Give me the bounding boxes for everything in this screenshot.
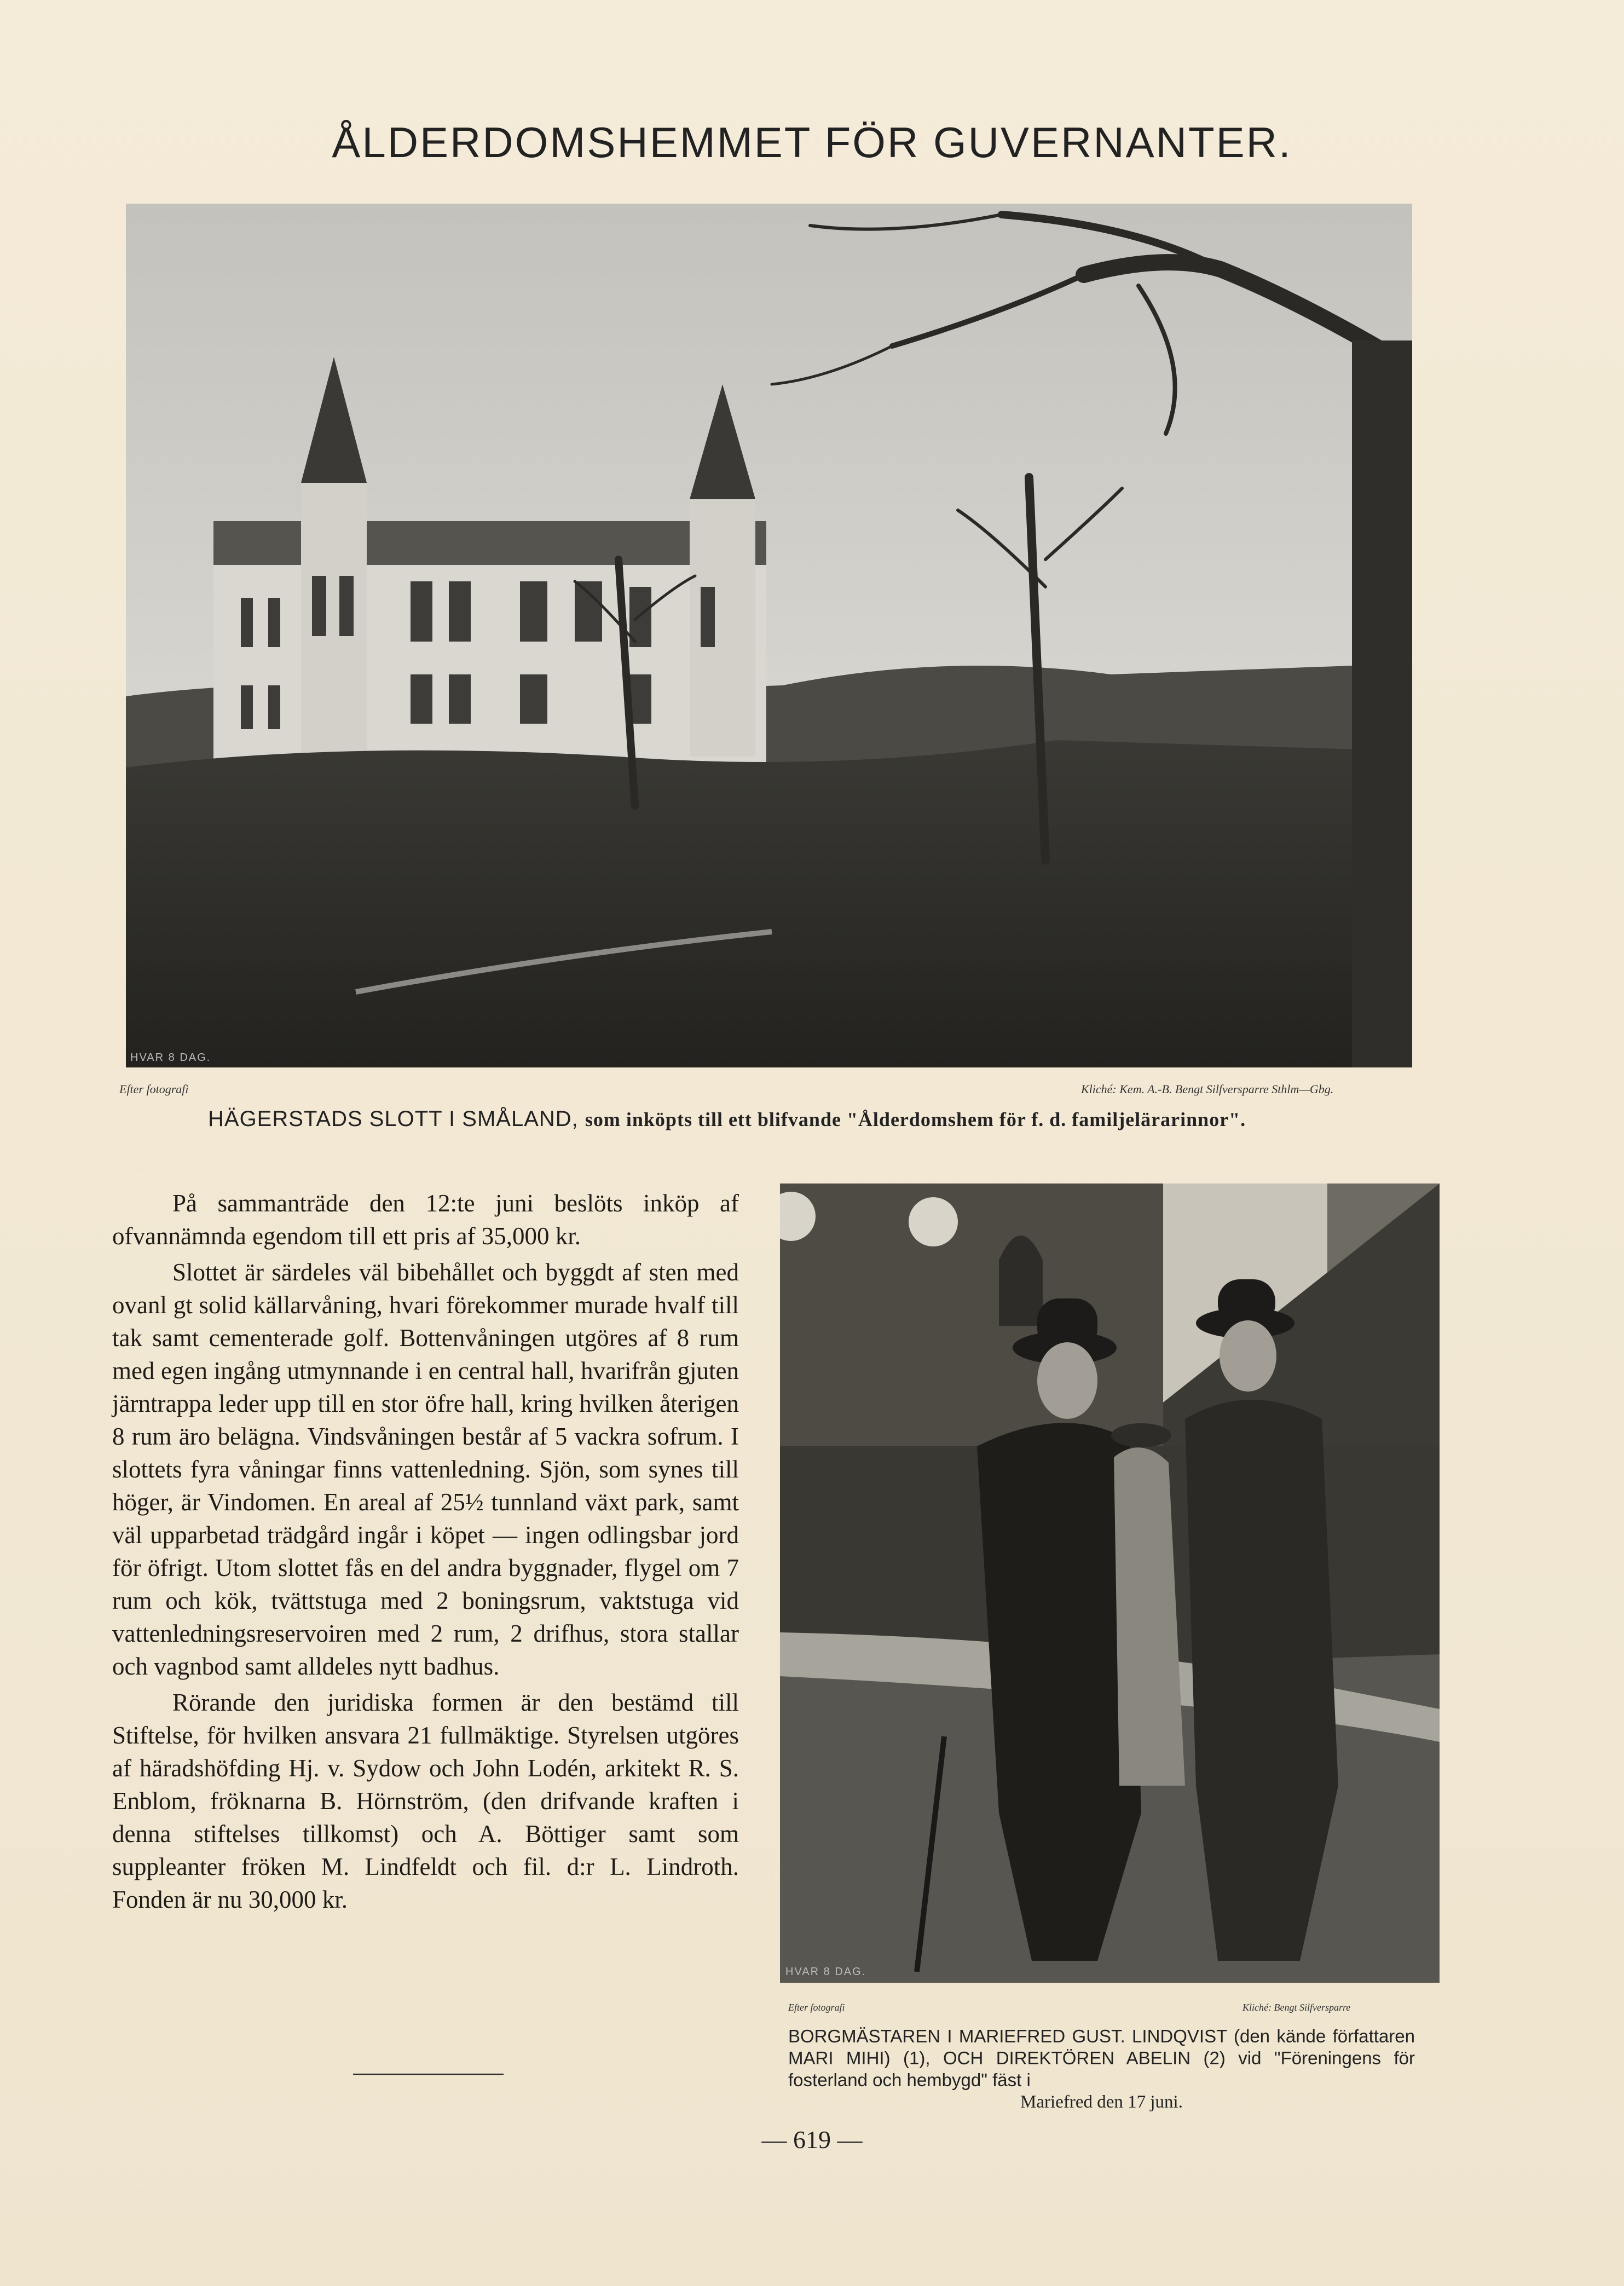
article-paragraph-1: På sammanträde den 12:te juni beslöts inköp af ofvannämnda egendom till ett pris af 35,000 kr. <box>112 1190 739 1250</box>
photo-credit-left: Efter fotografi <box>119 1082 189 1096</box>
end-rule <box>353 2074 504 2075</box>
photo-credit-right: Kliché: Bengt Silfversparre <box>1242 2002 1351 2013</box>
article-paragraph-3: Rörande den juridiska formen är den bestämd till Stiftelse, för hvilken ansvara 21 fullmäktige. Styrelsen utgöres af häradshöfding Hj. v. Sydow och John Lodén, arkitekt R. S. Enblom, fröknarna B. Hörnström, (den drifvande kraften i denna stiftelses tillkomst) och A. Böttiger samt som suppleanter fröken M. Lindfeldt och fil. d:r L. Lindroth. Fonden är nu 30,000 kr. <box>112 1689 739 1913</box>
article-paragraph-2: Slottet är särdeles väl bibehållet och byggdt af sten med ovanl gt solid källarvåning, hvari förekommer murade hvalf till tak samt cementerade golf. Bottenvåningen utgöres af 8 rum med egen ingång utmynnande i en central hall, hvarifrån gjuten järntrappa leder upp till en stor öfre hall, kring hvilken återigen 8 rum äro belägna. Vindsvåningen består af 5 vackra sofrum. I slottets fyra våningar finns vattenledning. Sjön, som synes till höger, är Vindomen. En areal af 25½ tunnland växt park, samt väl upparbetad trädgård ingår i köpet — ingen odlingsbar jord för öfrigt. Utom slottet fås en del andra byggnader, flygel om 7 rum och kök, tvättstuga med 2 boningsrum, vaktstuga vid vattenledningsreservoiren med 2 rum, 2 drifhus, stora stallar och vagnbod samt alldeles nytt badhus. <box>112 1259 739 1680</box>
article-text <box>112 1187 739 1916</box>
castle-photo-drawing <box>126 204 1412 1067</box>
castle-caption-text: som inköpts till ett blifvande "Ålderdomshem för f. d. familjelärarinnor". <box>585 1109 1246 1130</box>
photo-credit-left: Efter fotografi <box>788 2002 845 2013</box>
page-number: — 619 — <box>761 2126 863 2154</box>
people-photo <box>780 1184 1440 1983</box>
castle-photo <box>126 204 1412 1067</box>
people-caption-last: Mariefred den 17 juni. <box>1020 2092 1183 2112</box>
page-title: ÅLDERDOMSHEMMET FÖR GUVERNANTER. <box>332 118 1292 166</box>
people-caption <box>788 2025 1415 2113</box>
castle-caption <box>208 1107 1440 1132</box>
people-photo-drawing <box>780 1184 1440 1983</box>
photo-watermark: HVAR 8 DAG. <box>130 1052 211 1064</box>
castle-caption-title: HÄGERSTADS SLOTT I SMÅLAND, <box>208 1107 579 1131</box>
photo-watermark: HVAR 8 DAG. <box>785 1966 866 1978</box>
people-caption-body: BORGMÄSTAREN I MARIEFRED GUST. LINDQVIST (den kände författaren MARI MIHI) (1), OCH DIREKTÖREN ABELIN (2) vid "Föreningens för fosterland och hembygd" fäst i <box>788 2026 1415 2090</box>
photo-credit-right: Kliché: Kem. A.-B. Bengt Silfversparre Sthlm—Gbg. <box>1081 1082 1334 1096</box>
